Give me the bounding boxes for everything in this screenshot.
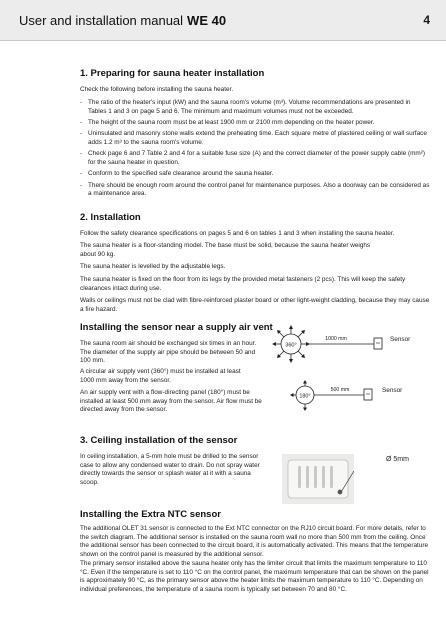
section2-paragraph: The sauna heater is fixed on the floor from its legs by the provided metal fasteners (2 pcs). This will keep the safety clearances intact during use. xyxy=(80,276,406,292)
section3-heading: 3. Ceiling installation of the sensor xyxy=(80,435,238,446)
hole-diameter-label: Ø 5mm xyxy=(386,456,409,463)
list-item: - Check page 6 and 7 Table 2 and 4 for a suitable fuse size (A) and the correct diameter of the power supply cable (mm²) for the sauna heater in question. xyxy=(80,150,430,167)
ntc-heading: Installing the Extra NTC sensor xyxy=(80,509,221,520)
manual-title-prefix: User and installation manual xyxy=(19,13,184,28)
list-item: - Uninsulated and masonry stone walls extend the preheating time. Each square metre of plastered ceiling or wall surface adds 1.2 m³ to the sauna room's volume. xyxy=(80,130,430,147)
sensor-supply-paragraph: An air supply vent with a flow-directing panel (180°) must be installed at least 500 mm away from the sensor. Air flow must be directed away from the sensor. xyxy=(80,389,262,414)
section2-paragraph: Walls or ceilings must not be clad with fibre-reinforced plaster board or other light-weight cladding, because they may cause a fire hazard. xyxy=(80,297,430,313)
page-header xyxy=(0,0,446,41)
section3-paragraph: In ceiling installation, a 5-mm hole must be drilled to the sensor case to allow any condensed water to drain. Do not spray water directly towards the sensor or splash water at it with a sauna scoop. xyxy=(80,453,260,486)
section2-heading: 2. Installation xyxy=(80,212,141,223)
vent-180-diagram xyxy=(290,380,430,412)
vent-180-label: 180° xyxy=(299,393,311,400)
sensor-label-1: Sensor xyxy=(390,336,411,343)
vent-360-diagram xyxy=(270,324,440,370)
section1-intro: Check the following before installing the sauna heater. xyxy=(80,86,234,93)
sensor-supply-paragraph: The sauna room air should be exchanged six times in an hour. The diameter of the supply air pipe should be between 50 and 100 mm. xyxy=(80,340,257,365)
sensor-photo xyxy=(282,454,354,504)
page-number: 4 xyxy=(423,13,430,27)
list-item: - Conform to the specified safe clearance around the sauna heater. xyxy=(80,170,430,179)
list-item: - The ratio of the heater's input (kW) and the sauna room's volume (m³). Volume recommendations are presented in Tables 1 and 3 on page 5 and 6. The minimum and maximum volumes must not be exceeded. xyxy=(80,99,430,116)
section2-paragraph: The sauna heater is levelled by the adjustable legs. xyxy=(80,263,226,270)
distance-1000-label: 1000 mm xyxy=(325,336,347,342)
sensor-label-2: Sensor xyxy=(382,387,403,394)
list-item: - The height of the sauna room must be at least 1900 mm or 2100 mm depending on the heater power. xyxy=(80,119,430,128)
sensor-box-2 xyxy=(364,389,372,400)
sensor-box-1 xyxy=(374,338,382,349)
vent-360-label: 360° xyxy=(285,342,297,349)
section1-bullet-list xyxy=(80,99,430,202)
manual-model: WE 40 xyxy=(187,13,227,28)
list-item: - There should be enough room around the control panel for maintenance purposes. Also a doorway can be considered as a maintenance area. xyxy=(80,182,430,199)
distance-500-label: 500 mm xyxy=(330,387,350,393)
ntc-paragraph: The additional OLET 31 sensor is connected to the Ext NTC connector on the RJ10 circuit board. For more details, refer to the switch diagram. The additional sensor is installed on the sauna room wall no more than 500 mm from the ceiling. Once the additional sensor has been connected to the circuit board, it is automatically activated. This means that the temperature shown on the control panel is measured by the additional sensor. xyxy=(80,525,429,558)
manual-title xyxy=(19,13,226,28)
ntc-paragraph: The primary sensor installed above the sauna heater only has the limiter circuit that limits the maximum temperature to 110 °C. Even if the temperature is set to 110 °C on the control panel, the maximum temperature that can be shown on the panel is approximately 90 °C, as the primary sensor above the heater limits the maximum temperature to 110 °C. Depending on individual preferences, the temperature of a sauna room is typically set between 70 and 80 °C. xyxy=(80,560,429,593)
section2-paragraph: Follow the safety clearance specifications on pages 5 and 6 on tables 1 and 3 when installing the sauna heater. xyxy=(80,230,395,237)
section2-paragraph: The sauna heater is a floor-standing model. The base must be solid, because the sauna heater weighs about 90 kg. xyxy=(80,242,371,258)
sensor-supply-heading: Installing the sensor near a supply air vent xyxy=(80,322,273,333)
section1-heading: 1. Preparing for sauna heater installation xyxy=(80,68,265,79)
sensor-supply-paragraph: A circular air supply vent (360°) must be installed at least 1000 mm away from the sensor. xyxy=(80,368,241,384)
